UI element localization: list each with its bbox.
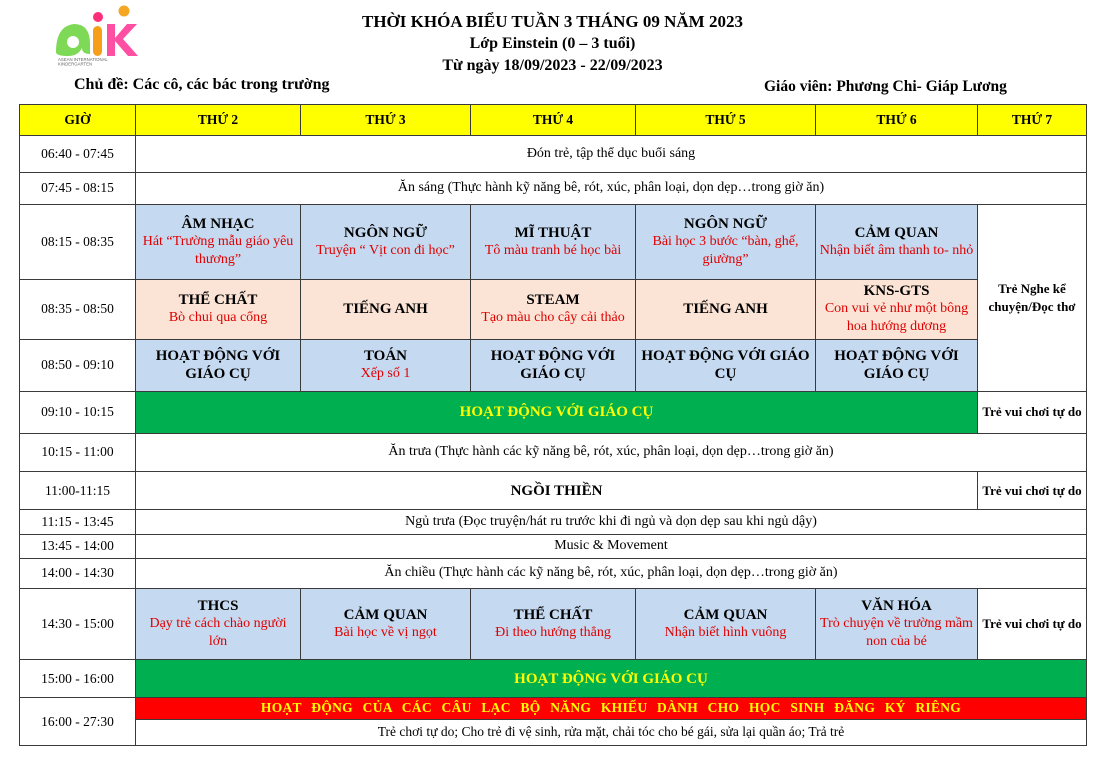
- table-row: [20, 534, 1087, 558]
- lesson-title: THCS: [197, 598, 239, 615]
- lesson-cell: [301, 205, 471, 280]
- lesson-title: TOÁN: [363, 348, 408, 365]
- lesson-title: THỂ CHẤT: [178, 292, 258, 309]
- lesson-title: TIẾNG ANH: [343, 301, 428, 318]
- time-cell: 11:00-11:15: [20, 471, 136, 509]
- col-header-tue: THỨ 3: [301, 105, 471, 136]
- lesson-cell: [816, 589, 978, 660]
- lesson-cell: [471, 205, 636, 280]
- topic: Chủ đề: Các cô, các bác trong trường: [74, 76, 330, 93]
- activity-cell: Ăn chiều (Thực hành các kỹ năng bê, rót, xúc, phân loại, dọn dẹp…trong giờ ăn): [136, 558, 1087, 588]
- lesson-title: KNS-GTS: [863, 283, 930, 300]
- lesson-title: HOẠT ĐỘNG VỚI GIÁO CỤ: [641, 348, 810, 383]
- lesson-detail: Trò chuyện về trường mầm non của bé: [820, 616, 973, 650]
- lesson-title: NGÔN NGỮ: [343, 224, 428, 241]
- lesson-cell: [136, 205, 301, 280]
- logo-subtitle-1: ASEAN INTERNATIONAL: [58, 57, 108, 62]
- time-cell: 07:45 - 08:15: [20, 172, 136, 204]
- lesson-cell: [471, 279, 636, 339]
- lesson-cell: [816, 279, 978, 339]
- lesson-cell: [136, 339, 301, 392]
- lesson-title: NGÔN NGỮ: [683, 215, 768, 232]
- table-row: [20, 205, 1087, 280]
- activity-cell: Music & Movement: [136, 534, 1087, 558]
- saturday-cell: Trẻ Nghe kể chuyện/Đọc thơ: [978, 205, 1087, 392]
- activity-cell: Trẻ chơi tự do; Cho trẻ đi vệ sinh, rửa mặt, chải tóc cho bé gái, sửa lại quần áo; Trả trẻ: [136, 719, 1087, 745]
- table-row: [20, 558, 1087, 588]
- lesson-detail: Con vui vẻ như một bông hoa hướng dương: [824, 301, 969, 335]
- table-row: [20, 339, 1087, 392]
- lesson-cell: [471, 339, 636, 392]
- lesson-cell: [816, 339, 978, 392]
- lesson-detail: Tạo màu cho cây cải thảo: [481, 310, 625, 326]
- lesson-title: CẢM QUAN: [343, 607, 428, 624]
- lesson-cell: [636, 205, 816, 280]
- col-header-thu: THỨ 5: [636, 105, 816, 136]
- activity-cell: Ăn sáng (Thực hành kỹ năng bê, rót, xúc, phân loại, dọn dẹp…trong giờ ăn): [136, 172, 1087, 204]
- lesson-detail: Bài học về vị ngọt: [334, 625, 437, 641]
- lesson-title: ÂM NHẠC: [181, 215, 255, 232]
- table-row: [20, 136, 1087, 172]
- lesson-detail: Bò chui qua cổng: [168, 310, 268, 326]
- lesson-cell: [471, 589, 636, 660]
- table-row: [20, 659, 1087, 697]
- lesson-detail: Truyện “ Vịt con đi học”: [316, 242, 455, 258]
- table-row: [20, 279, 1087, 339]
- col-header-wed: THỨ 4: [471, 105, 636, 136]
- time-cell: 08:15 - 08:35: [20, 205, 136, 280]
- table-row: [20, 392, 1087, 433]
- lesson-title: CẢM QUAN: [854, 224, 939, 241]
- lesson-detail: Bài học 3 bước “bàn, ghế, giường”: [652, 233, 799, 267]
- lesson-cell: [636, 339, 816, 392]
- lesson-cell: [301, 279, 471, 339]
- lesson-title: CẢM QUAN: [683, 607, 768, 624]
- lesson-cell: [301, 339, 471, 392]
- time-cell: 13:45 - 14:00: [20, 534, 136, 558]
- time-cell: 09:10 - 10:15: [20, 392, 136, 433]
- col-header-sat: THỨ 7: [978, 105, 1087, 136]
- activity-cell: Ngủ trưa (Đọc truyện/hát ru trước khi đi ngủ và dọn dẹp sau khi ngủ dậy): [136, 510, 1087, 534]
- lesson-detail: Xếp số 1: [360, 366, 411, 382]
- lesson-cell: [816, 205, 978, 280]
- green-activity-bar: HOẠT ĐỘNG VỚI GIÁO CỤ: [136, 659, 1087, 697]
- table-row: [20, 698, 1087, 719]
- table-row: [20, 510, 1087, 534]
- lesson-cell: [636, 279, 816, 339]
- col-header-time: GIỜ: [20, 105, 136, 136]
- lesson-title: STEAM: [526, 292, 580, 309]
- green-activity-bar: HOẠT ĐỘNG VỚI GIÁO CỤ: [136, 392, 978, 433]
- lesson-title: MĨ THUẬT: [514, 224, 592, 241]
- col-header-mon: THỨ 2: [136, 105, 301, 136]
- clubs-banner: HOẠT ĐỘNG CỦA CÁC CÂU LẠC BỘ NĂNG KHIẾU DÀNH CHO HỌC SINH ĐĂNG KÝ RIÊNG: [136, 698, 1087, 719]
- table-row: [20, 719, 1087, 745]
- time-cell: 14:00 - 14:30: [20, 558, 136, 588]
- activity-cell: Ăn trưa (Thực hành các kỹ năng bê, rót, xúc, phân loại, dọn dẹp…trong giờ ăn): [136, 433, 1087, 471]
- time-cell: 08:35 - 08:50: [20, 279, 136, 339]
- saturday-cell: Trẻ vui chơi tự do: [978, 392, 1087, 433]
- time-cell: 15:00 - 16:00: [20, 659, 136, 697]
- lesson-title: VĂN HÓA: [861, 598, 932, 615]
- lesson-cell: [301, 589, 471, 660]
- teacher: Giáo viên: Phương Chi- Giáp Lương: [764, 78, 1007, 95]
- header-row: [20, 105, 1087, 136]
- table-row: [20, 471, 1087, 509]
- time-cell: 06:40 - 07:45: [20, 136, 136, 172]
- lesson-title: THỂ CHẤT: [513, 607, 593, 624]
- time-cell: 11:15 - 13:45: [20, 510, 136, 534]
- timetable: [19, 104, 1087, 746]
- lesson-title: HOẠT ĐỘNG VỚI GIÁO CỤ: [155, 348, 281, 383]
- lesson-detail: Nhận biết âm thanh to- nhỏ: [819, 242, 974, 258]
- meditation-cell: NGỒI THIỀN: [136, 471, 978, 509]
- lesson-cell: [136, 279, 301, 339]
- table-row: [20, 433, 1087, 471]
- lesson-detail: Nhận biết hình vuông: [664, 625, 787, 641]
- lesson-detail: Đi theo hướng thẳng: [495, 625, 611, 641]
- col-header-fri: THỨ 6: [816, 105, 978, 136]
- lesson-detail: Dạy trẻ cách chào người lớn: [149, 616, 287, 650]
- time-cell: 14:30 - 15:00: [20, 589, 136, 660]
- time-cell: 16:00 - 27:30: [20, 698, 136, 746]
- logo-subtitle-2: KINDERGARTEN: [58, 61, 93, 66]
- table-row: [20, 172, 1087, 204]
- saturday-cell: Trẻ vui chơi tự do: [978, 589, 1087, 660]
- lesson-detail: Hát “Trường mẫu giáo yêu thương”: [142, 233, 294, 267]
- time-cell: 08:50 - 09:10: [20, 339, 136, 392]
- schedule-title: THỜI KHÓA BIỂU TUẦN 3 THÁNG 09 NĂM 2023: [362, 12, 743, 31]
- class-name: Lớp Einstein (0 – 3 tuổi): [469, 35, 636, 52]
- date-range: Từ ngày 18/09/2023 - 22/09/2023: [442, 57, 663, 74]
- saturday-cell: Trẻ vui chơi tự do: [978, 471, 1087, 509]
- lesson-title: HOẠT ĐỘNG VỚI GIÁO CỤ: [490, 348, 616, 383]
- lesson-cell: [136, 589, 301, 660]
- table-row: [20, 589, 1087, 660]
- lesson-cell: [636, 589, 816, 660]
- lesson-detail: Tô màu tranh bé học bài: [484, 242, 622, 258]
- time-cell: 10:15 - 11:00: [20, 433, 136, 471]
- lesson-title: TIẾNG ANH: [683, 301, 768, 318]
- lesson-title: HOẠT ĐỘNG VỚI GIÁO CỤ: [834, 348, 959, 383]
- activity-cell: Đón trẻ, tập thể dục buổi sáng: [136, 136, 1087, 172]
